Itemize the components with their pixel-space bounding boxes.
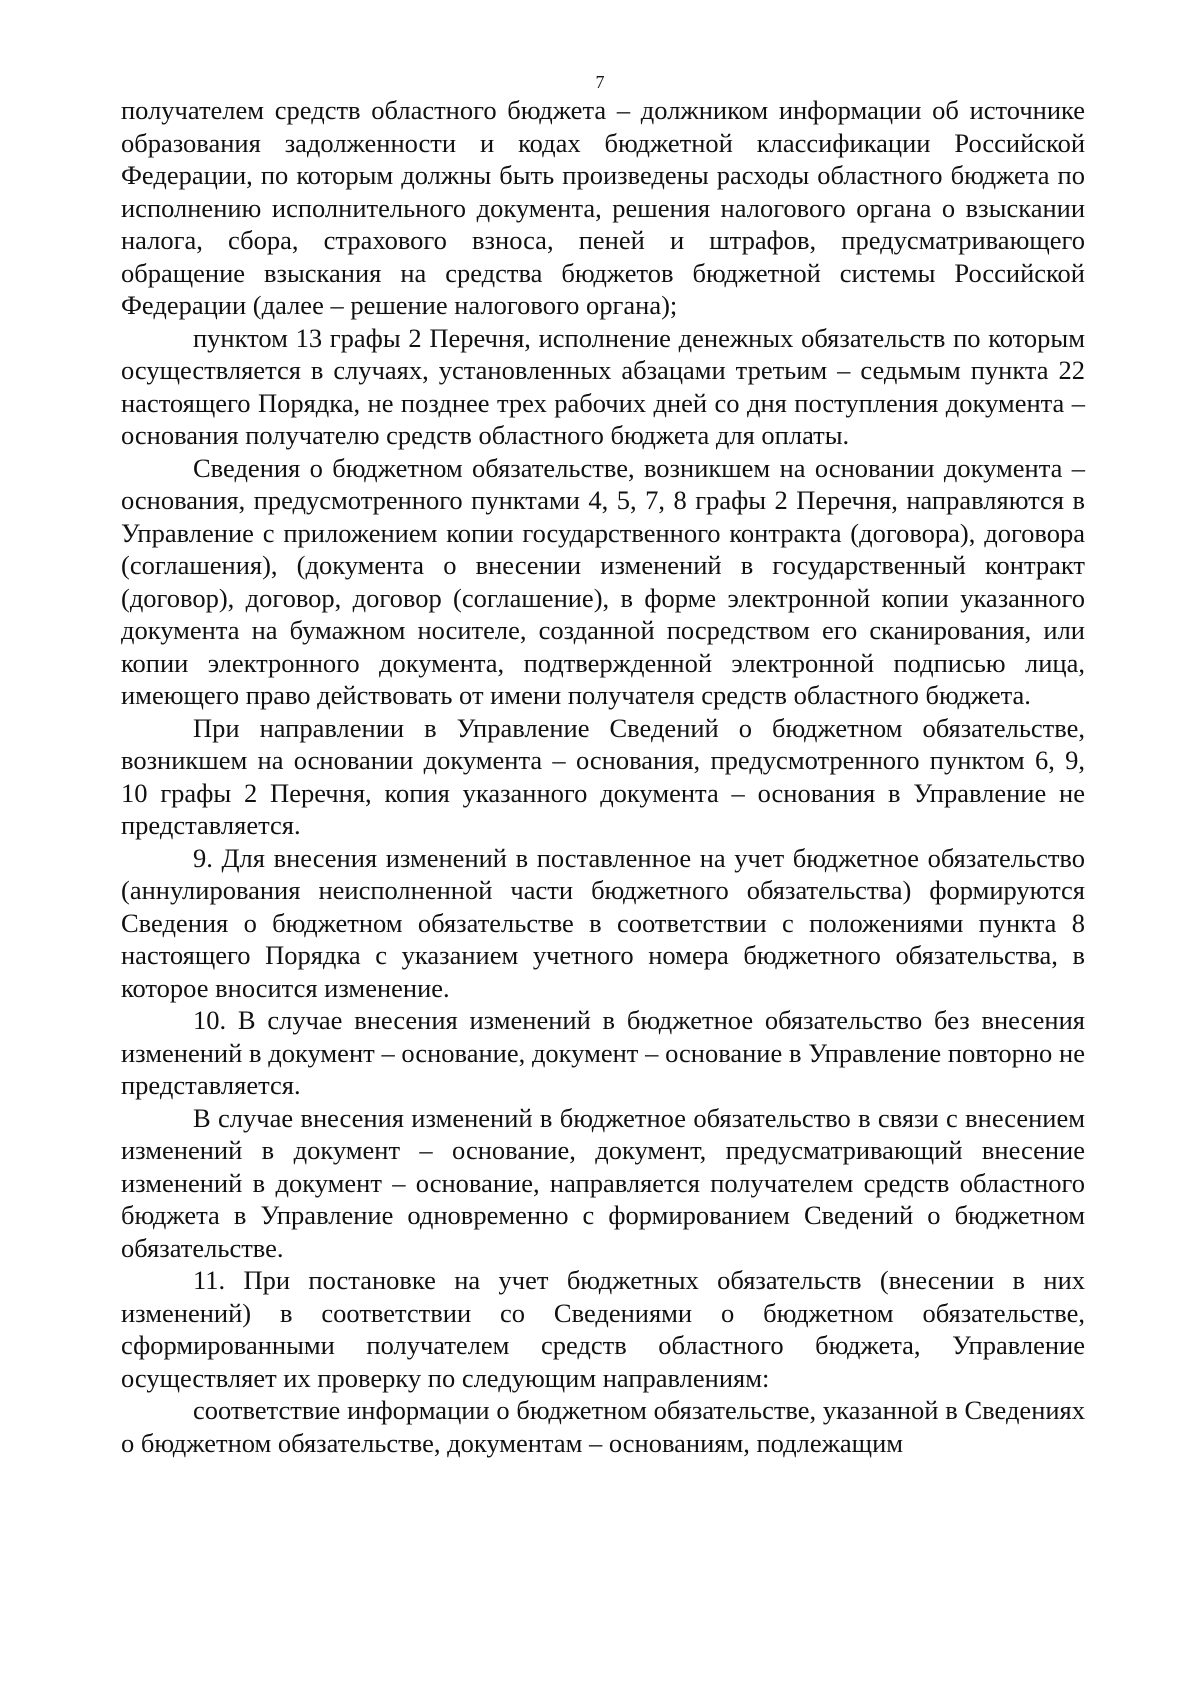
paragraph-6: 10. В случае внесения изменений в бюджетное обязательство без внесения изменений в документ – основание, документ – основание в Управление повторно не представляется. xyxy=(121,1005,1085,1100)
paragraph-5: 9. Для внесения изменений в поставленное на учет бюджетное обязательство (аннулирования неисполненной части бюджетного обязательства) формируются Сведения о бюджетном обязательстве в соответствии с положениями пункта 8 настоящего Порядка с указанием учетного номера бюджетного обязательства, в которое вносится изменение. xyxy=(121,842,1085,1003)
paragraph-1: получателем средств областного бюджета – должником информации об источнике образования задолженности и кодах бюджетной классификации Российской Федерации, по которым должны быть произведены расходы областного бюджета по исполнению исполнительного документа, решения налогового органа о взыскании налога, сбора, страхового взноса, пеней и штрафов, предусматривающего обращение взыскания на средства бюджетов бюджетной системы Российской Федерации (далее – решение налогового органа); xyxy=(121,95,1085,320)
paragraph-7: В случае внесения изменений в бюджетное обязательство в связи с внесением изменений в документ – основание, документ, предусматривающий внесение изменений в документ – основание, направляется получателем средств областного бюджета в Управление одновременно с формированием Сведений о бюджетном обязательстве. xyxy=(121,1102,1085,1263)
paragraph-4: При направлении в Управление Сведений о бюджетном обязательстве, возникшем на основании документа – основания, предусмотренного пунктом 6, 9, 10 графы 2 Перечня, копия указанного документа – основания в Управление не представляется. xyxy=(121,712,1085,840)
document-body xyxy=(121,94,1085,1459)
page-number: 7 xyxy=(595,72,605,92)
paragraph-2: пунктом 13 графы 2 Перечня, исполнение денежных обязательств по которым осуществляется в случаях, установленных абзацами третьим – седьмым пункта 22 настоящего Порядка, не позднее трех рабочих дней со дня поступления документа – основания получателю средств областного бюджета для оплаты. xyxy=(121,322,1085,450)
paragraph-8: 11. При постановке на учет бюджетных обязательств (внесении в них изменений) в соответствии со Сведениями о бюджетном обязательстве, сформированными получателем средств областного бюджета, Управление осуществляет их проверку по следующим направлениям: xyxy=(121,1265,1085,1393)
paragraph-9: соответствие информации о бюджетном обязательстве, указанной в Сведениях о бюджетном обязательстве, документам – основаниям, подлежащим xyxy=(121,1395,1085,1458)
paragraph-3: Сведения о бюджетном обязательстве, возникшем на основании документа – основания, предусмотренного пунктами 4, 5, 7, 8 графы 2 Перечня, направляются в Управление с приложением копии государственного контракта (договора), договора (соглашения), (документа о внесении изменений в государственный контракт (договор), договор, договор (соглашение), в форме электронной копии указанного документа на бумажном носителе, созданной посредством его сканирования, или копии электронного документа, подтвержденной электронной подписью лица, имеющего право действовать от имени получателя средств областного бюджета. xyxy=(121,452,1085,710)
